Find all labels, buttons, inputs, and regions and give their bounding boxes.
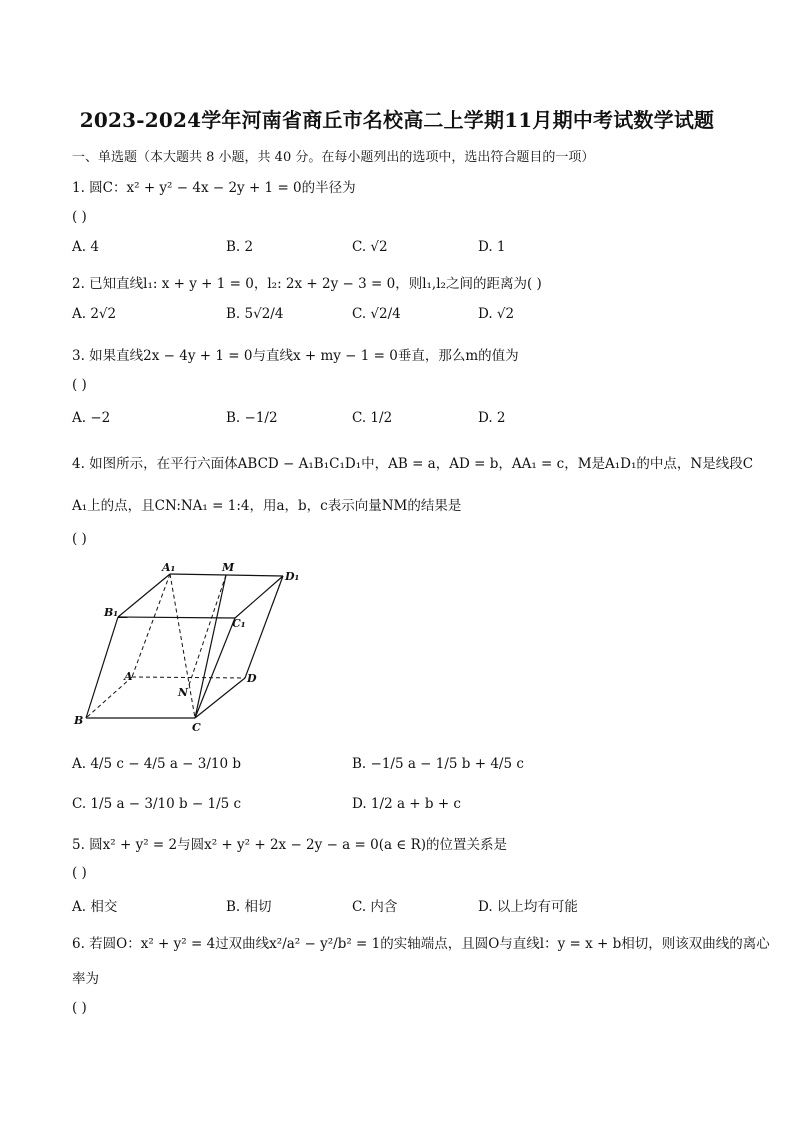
question-5-option-c: C. 内含 bbox=[352, 899, 398, 915]
question-4-option-b: B. −1/5 a − 1/5 b + 4/5 c bbox=[352, 756, 524, 772]
question-4-option-d: D. 1/2 a + b + c bbox=[352, 796, 461, 812]
question-6-text-line1: 6. 若圆O：x² + y² = 4过双曲线x²/a² − y²/b² = 1的实轴端点，且圆O与直线l：y = x + b相切，则该双曲线的离心 bbox=[72, 936, 770, 952]
figure-label-c: C bbox=[192, 721, 201, 734]
question-1-paren: ( ) bbox=[72, 209, 87, 225]
question-1-option-d: D. 1 bbox=[478, 239, 506, 255]
question-5-option-a: A. 相交 bbox=[72, 899, 118, 915]
question-4-option-a: A. 4/5 c − 4/5 a − 3/10 b bbox=[72, 756, 242, 772]
question-4-text-line2: A₁上的点，且CN:NA₁ = 1:4，用a，b，c表示向量NM的结果是 bbox=[72, 498, 462, 514]
question-6-paren: ( ) bbox=[72, 1000, 87, 1016]
page-title: 2023-2024学年河南省商丘市名校高二上学期11月期中考试数学试题 bbox=[79, 108, 715, 132]
question-4-text-line1: 4. 如图所示，在平行六面体ABCD − A₁B₁C₁D₁中，AB = a，AD = b，AA₁ = c，M是A₁D₁的中点，N是线段C bbox=[72, 456, 754, 472]
question-1-option-b: B. 2 bbox=[226, 239, 254, 255]
figure-label-d: D bbox=[247, 672, 257, 685]
figure-label-c1: C₁ bbox=[232, 617, 246, 630]
question-3-option-b: B. −1/2 bbox=[226, 410, 278, 426]
question-1-option-c: C. √2 bbox=[352, 239, 388, 255]
figure-label-a1: A₁ bbox=[162, 561, 176, 574]
question-3-paren: ( ) bbox=[72, 377, 87, 393]
figure-label-n: N bbox=[178, 686, 189, 699]
question-5-text: 5. 圆x² + y² = 2与圆x² + y² + 2x − 2y − a = 0(a ∈ R)的位置关系是 bbox=[72, 837, 508, 853]
question-5-paren: ( ) bbox=[72, 865, 87, 881]
question-4-option-c: C. 1/5 a − 3/10 b − 1/5 c bbox=[72, 796, 242, 812]
question-2-option-c: C. √2/4 bbox=[352, 306, 401, 322]
section-heading: 一、单选题（本大题共 8 小题，共 40 分。在每小题列出的选项中，选出符合题目的一项） bbox=[72, 150, 595, 165]
question-3-text: 3. 如果直线2x − 4y + 1 = 0与直线x + my − 1 = 0垂直，那么m的值为 bbox=[72, 348, 519, 364]
question-2-text: 2. 已知直线l₁: x + y + 1 = 0，l₂: 2x + 2y − 3 = 0，则l₁,l₂之间的距离为( ) bbox=[72, 276, 542, 292]
figure-label-b: B bbox=[74, 714, 84, 727]
figure-label-m: M bbox=[222, 561, 235, 574]
question-5-option-b: B. 相切 bbox=[226, 899, 272, 915]
parallelepiped-figure bbox=[70, 558, 310, 738]
figure-label-a: A bbox=[124, 670, 133, 683]
question-2-option-b: B. 5√2/4 bbox=[226, 306, 284, 322]
question-3-option-d: D. 2 bbox=[478, 410, 506, 426]
question-1-text: 1. 圆C：x² + y² − 4x − 2y + 1 = 0的半径为 bbox=[72, 180, 356, 196]
question-6-text-line2: 率为 bbox=[72, 971, 99, 987]
question-5-option-d: D. 以上均有可能 bbox=[478, 899, 578, 915]
figure-label-b1: B₁ bbox=[104, 606, 119, 619]
question-3-option-c: C. 1/2 bbox=[352, 410, 393, 426]
question-4-paren: ( ) bbox=[72, 531, 87, 547]
question-2-option-d: D. √2 bbox=[478, 306, 515, 322]
question-3-option-a: A. −2 bbox=[72, 410, 111, 426]
figure-label-d1: D₁ bbox=[285, 570, 300, 583]
question-2-option-a: A. 2√2 bbox=[72, 306, 117, 322]
question-1-option-a: A. 4 bbox=[72, 239, 99, 255]
